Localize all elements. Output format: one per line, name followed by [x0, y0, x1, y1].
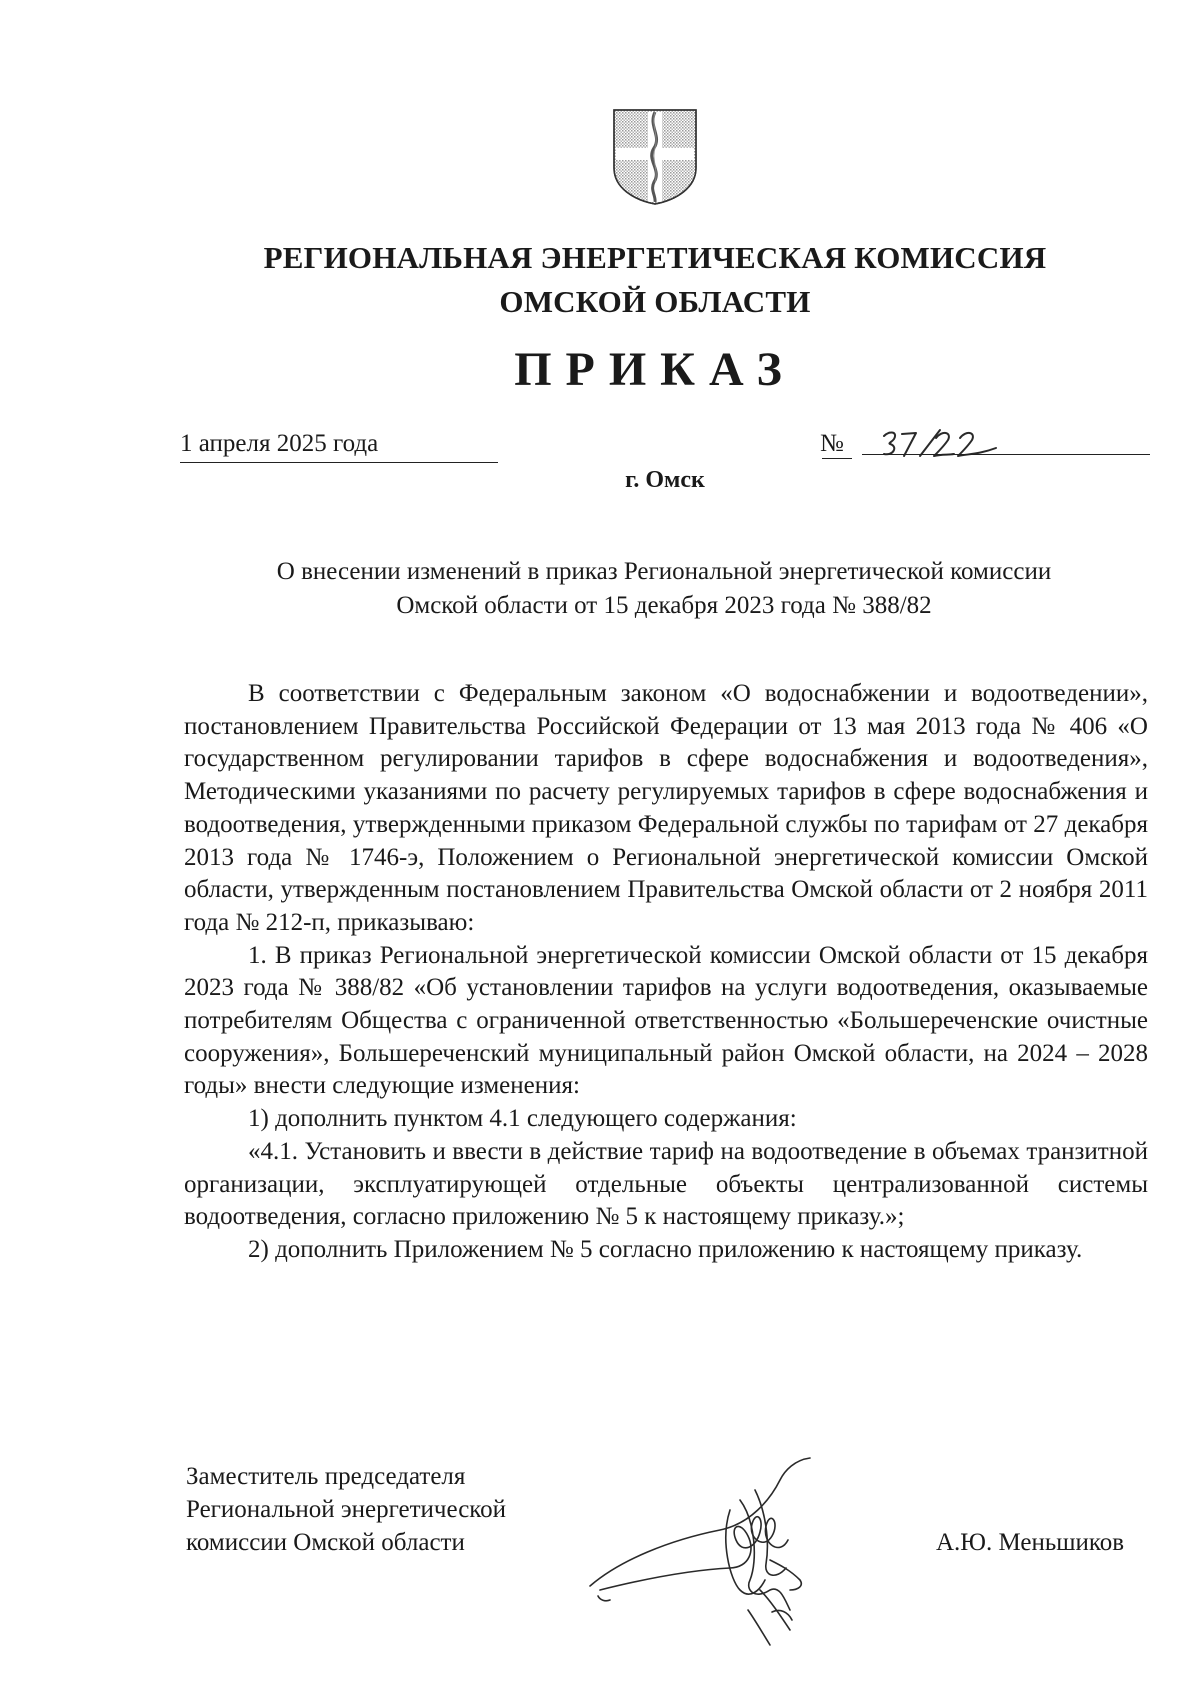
org-name-line2: ОМСКОЙ ОБЛАСТИ [499, 284, 811, 319]
signatory-position-line2: Региональной энергетической [186, 1496, 507, 1523]
order-title-line1: О внесении изменений в приказ Региональной энергетической комиссии [276, 558, 1052, 585]
number-sign: № [820, 430, 844, 457]
date-underline [180, 462, 498, 463]
signatory-position-line3: комиссии Омской области [186, 1529, 465, 1556]
city-label: г. Омск [625, 467, 705, 493]
signatory-name: А.Ю. Меньшиков [936, 1529, 1125, 1556]
handwritten-order-number [872, 424, 1012, 464]
document-type-heading: ПРИКАЗ [514, 343, 796, 396]
order-title-line2: Омской области от 15 декабря 2023 года № 388/82 [396, 592, 932, 619]
coat-of-arms-emblem [610, 106, 700, 206]
signatory-position-line1: Заместитель председателя [186, 1463, 466, 1490]
body-paragraph-subitem2: 2) дополнить Приложением № 5 согласно приложению к настоящему приказу. [248, 1235, 1083, 1263]
number-sign-underline [822, 458, 852, 459]
number-underline [862, 454, 1150, 455]
body-paragraph-quote: «4.1. Установить и ввести в действие тариф на водоотведение в объемах транзитной организации, эксплуатирующей отдельные объекты централизованной системы водоотведения, согласно приложению № 5 к настоящему приказу.»; [184, 1137, 1148, 1231]
order-title [180, 555, 1148, 623]
order-body [184, 678, 1148, 1267]
body-paragraph-subitem1: 1) дополнить пунктом 4.1 следующего содержания: [248, 1105, 797, 1133]
order-date: 1 апреля 2025 года [180, 430, 379, 457]
handwritten-signature [580, 1440, 850, 1650]
body-paragraph-item1: 1. В приказ Региональной энергетической комиссии Омской области от 15 декабря 2023 года № 388/82 «Об установлении тарифов на услуги водоотведения, оказываемые потребителям Общества с ограниченной ответственностью «Большереченские очистные сооружения», Большереченский муниципальный район Омской области, на 2024 – 2028 годы» внести следующие изменения: [184, 941, 1148, 1100]
signatory-position [186, 1460, 506, 1559]
body-paragraph-preamble: В соответствии с Федеральным законом «О водоснабжении и водоотведении», постановлением Правительства Российской Федерации от 13 мая 2013 года № 406 «О государственном регулировании тарифов в сфере водоснабжения и водоотведения», Методическими указаниями по расчету регулируемых тарифов в сфере водоснабжения и водоотведения, утвержденными приказом Федеральной службы по тарифам от 27 декабря 2013 года № 1746-э, Положением о Региональной энергетической комиссии Омской области, утвержденным постановлением Правительства Омской области от 2 ноября 2011 года № 212-п, приказываю: [184, 680, 1148, 936]
org-name-line1: РЕГИОНАЛЬНАЯ ЭНЕРГЕТИЧЕСКАЯ КОМИССИЯ [263, 240, 1047, 275]
